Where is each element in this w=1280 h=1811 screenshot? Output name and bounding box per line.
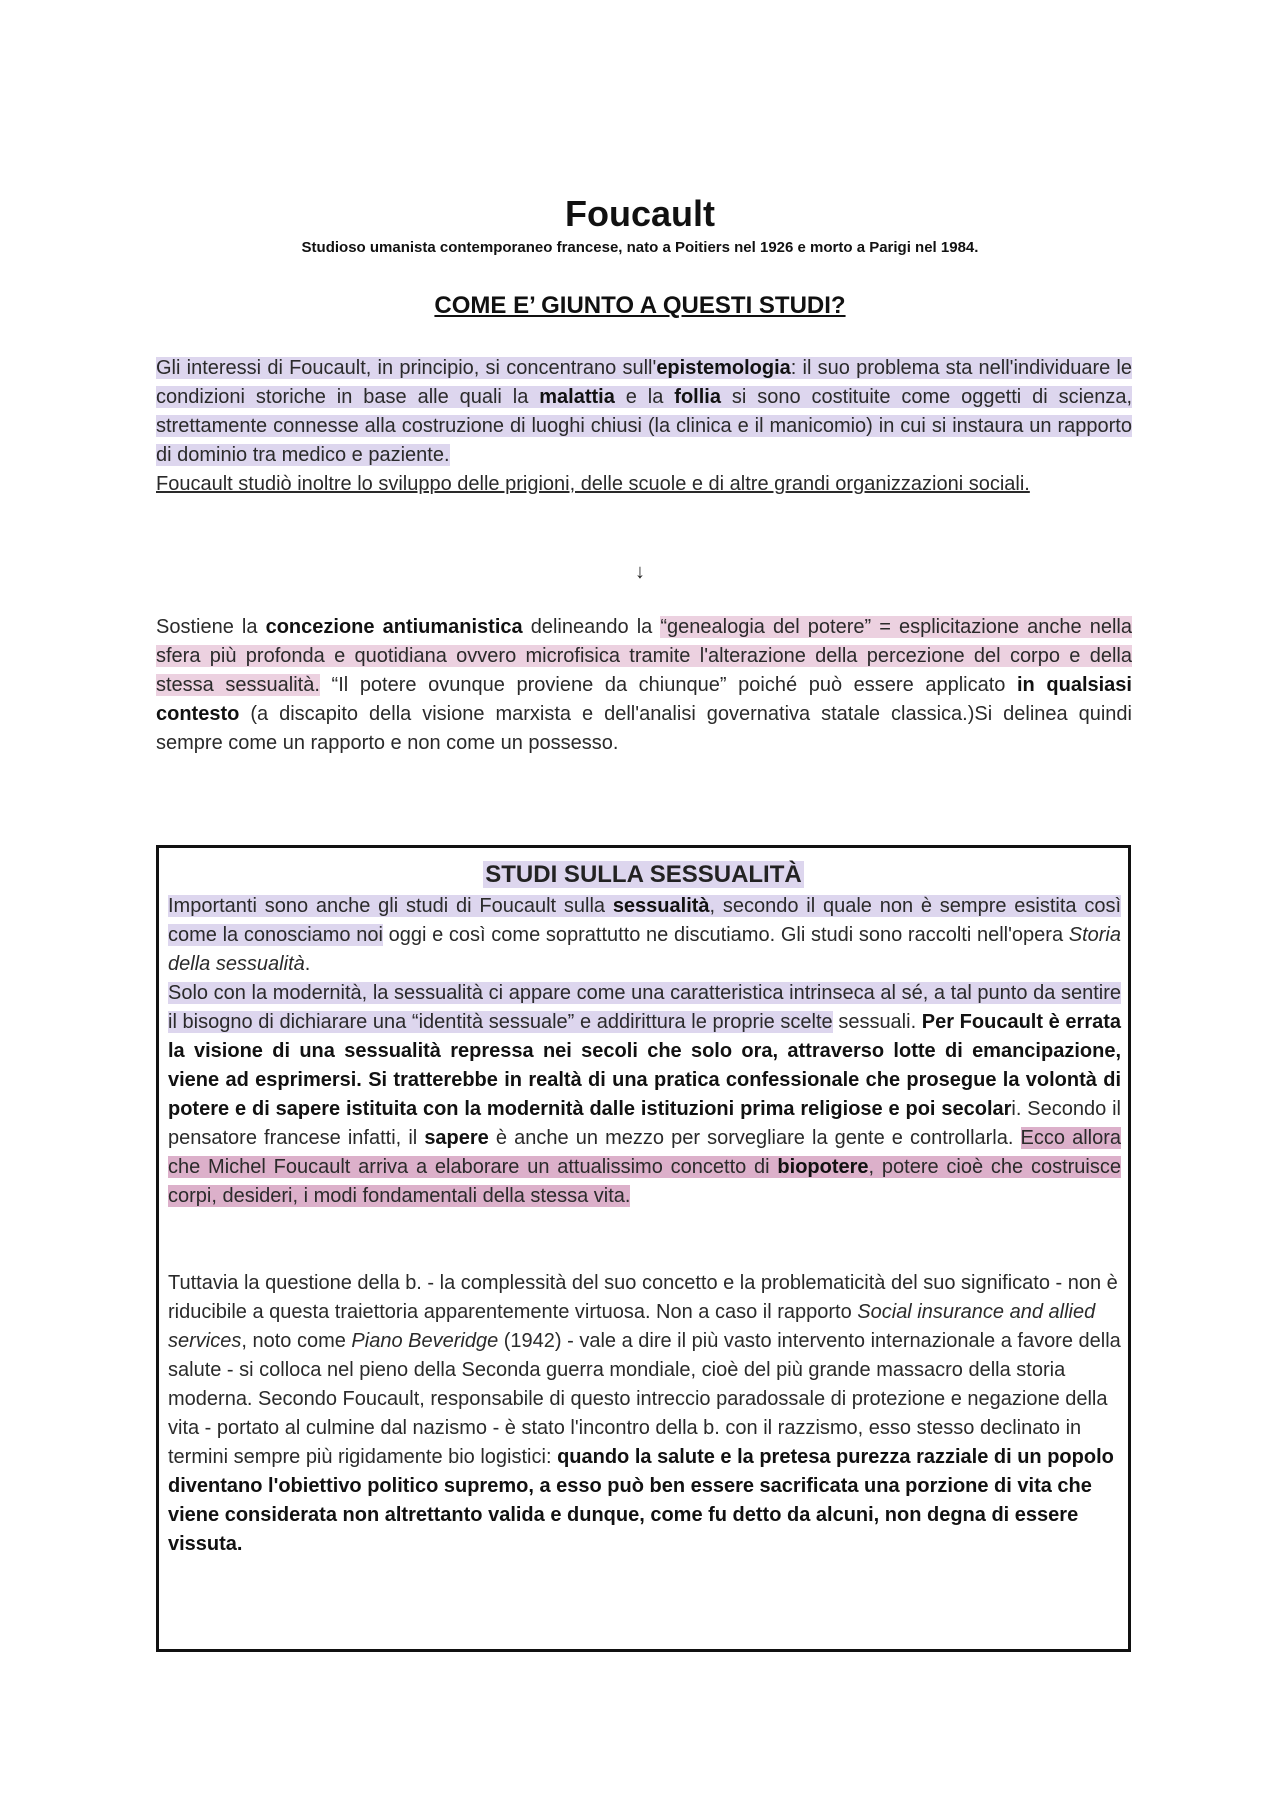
section-heading: COME E’ GIUNTO A QUESTI STUDI?	[434, 292, 846, 319]
box-heading: STUDI SULLA SESSUALITÀ	[485, 861, 802, 888]
highlight-magenta: Ecco allora che Michel Foucault arriva a elaborare un attualissimo concetto di biopotere, potere cioè che costruisce corpi, desideri, i modi fondamentali della stessa vita.	[168, 1127, 1121, 1207]
page-subtitle: Studioso umanista contemporaneo francese, nato a Poitiers nel 1926 e morto a Parigi nel 1984.	[301, 239, 979, 256]
highlight-lavender: Importanti sono anche gli studi di Foucault sulla sessualità, secondo il quale non è sempre esistita così come la conosciamo noi	[168, 895, 1121, 946]
power-paragraph: Sostiene la concezione antiumanistica delineando la “genealogia del potere” = esplicitazione anche nella sfera più profonda e quotidiana ovvero microfisica tramite l'alterazione della percezione del corpo e della stessa sessualità. “Il potere ovunque proviene da chiunque” poiché può essere applicato in qualsiasi contesto (a discapito della visione marxista e dell'analisi governativa statale classica.)Si delinea quindi sempre come un rapporto e non come un possesso.	[156, 616, 1132, 754]
intro-paragraph	[156, 354, 1132, 499]
underlined-sentence: Foucault studiò inoltre lo sviluppo delle prigioni, delle scuole e di altre grandi organizzazioni sociali.	[156, 473, 1030, 495]
down-arrow-icon: ↓	[635, 561, 645, 583]
page-title: Foucault	[565, 193, 715, 234]
sexuality-box	[156, 845, 1131, 1652]
biopower-paragraph: Tuttavia la questione della b. - la complessità del suo concetto e la problematicità del suo significato - non è riducibile a questa traiettoria apparentemente virtuosa. Non a caso il rapporto Social insurance and allied services, noto come Piano Beveridge (1942) - vale a dire il più vasto intervento internazionale a favore della salute - si colloca nel pieno della Seconda guerra mondiale, cioè del più grande massacro della storia moderna. Secondo Foucault, responsabile di questo intreccio paradossale di protezione e negazione della vita - portato al culmine dal nazismo - è stato l'incontro della b. con il razzismo, esso stesso declinato in termini sempre più rigidamente bio logistici: quando la salute e la pretesa purezza razziale di un popolo diventano l'obiettivo politico supremo, a esso può ben essere sacrificata una porzione di vita che viene considerata non altrettanto valida e dunque, come fu detto da alcuni, non degna di essere vissuta.	[168, 1272, 1121, 1555]
highlight-lavender: Solo con la modernità, la sessualità ci appare come una caratteristica intrinseca al sé, a tal punto da sentire il bisogno di dichiarare una “identità sessuale” e addirittura le proprie scelte	[168, 982, 1121, 1033]
sexuality-paragraph: Importanti sono anche gli studi di Foucault sulla sessualità, secondo il quale non è sempre esistita così come la conosciamo noi oggi e così come soprattutto ne discutiamo. Gli studi sono raccolti nell'opera Storia della sessualità. Solo con la modernità, la sessualità ci appare come una caratteristica intrinseca al sé, a tal punto da sentire il bisogno di dichiarare una “identità sessuale” e addirittura le proprie scelte sessuali. Per Foucault è errata la visione di una sessualità repressa nei secoli che solo ora, attraverso lotte di emancipazione, viene ad esprimersi. Si tratterebbe in realtà di una pratica confessionale che prosegue la volontà di potere e di sapere istituita con la modernità dalle istituzioni prima religiose e poi secolari. Secondo il pensatore francese infatti, il sapere è anche un mezzo per sorvegliare la gente e controllarla. Ecco allora che Michel Foucault arriva a elaborare un attualissimo concetto di biopotere, potere cioè che costruisce corpi, desideri, i modi fondamentali della stessa vita.	[168, 895, 1122, 1207]
highlight-lavender: Gli interessi di Foucault, in principio, si concentrano sull'epistemologia: il suo problema sta nell'individuare le condizioni storiche in base alle quali la malattia e la follia si sono costituite come oggetti di scienza, strettamente connesse alla costruzione di luoghi chiusi (la clinica e il manicomio) in cui si instaura un rapporto di dominio tra medico e paziente.	[156, 357, 1132, 466]
highlight-pink: “genealogia del potere” = esplicitazione anche nella sfera più profonda e quotidiana ovvero microfisica tramite l'alterazione della percezione del corpo e della stessa sessualità.	[156, 616, 1132, 696]
